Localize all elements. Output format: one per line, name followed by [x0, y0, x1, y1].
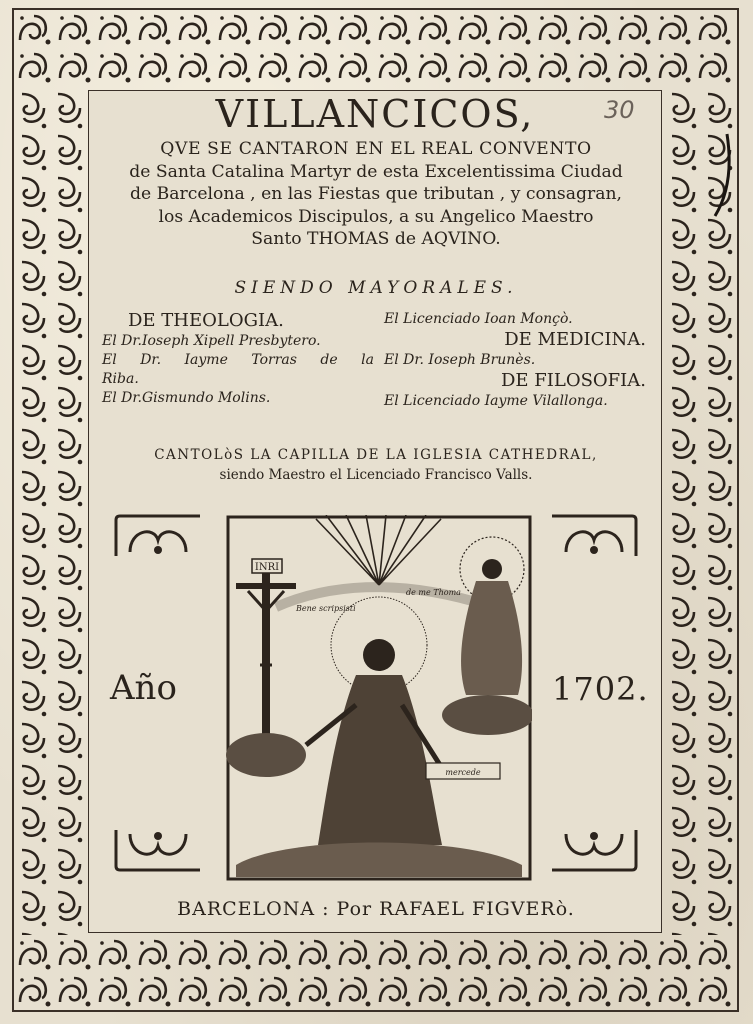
top-ornament-band	[14, 10, 737, 88]
left-ornament-band	[14, 88, 86, 935]
person-line: El Dr.Ioseph Xipell Presbytero.	[102, 333, 321, 349]
subtitle-line: los Academicos Discipulos, a su Angelico Maestro	[158, 206, 594, 227]
ornament-icon	[548, 826, 640, 874]
person-line: El Licenciado Iayme Vilallonga.	[384, 393, 608, 409]
philosophy-heading: DE FILOSOFIA.	[500, 370, 646, 391]
left-column	[102, 310, 374, 408]
subtitle-block	[96, 138, 656, 251]
chapel-line: siendo Maestro el Licenciado Francisco Valls.	[219, 467, 533, 483]
banner-text: mercede	[445, 768, 481, 777]
banner-text: de me Thoma	[406, 588, 461, 597]
chapel-credit	[96, 445, 656, 485]
page-number: 30	[604, 96, 635, 124]
subtitle-line: de Santa Catalina Martyr de esta Excelentissima Ciudad	[129, 161, 623, 182]
inri-plaque: INRI	[254, 562, 280, 573]
subtitle-line: Santo THOMAS de AQVINO.	[251, 229, 501, 249]
person-line: El Dr. Ioseph Brunès.	[384, 352, 536, 368]
crucifix-icon	[226, 559, 306, 777]
pencil-mark-icon	[705, 130, 735, 220]
bottom-ornament-band	[14, 935, 737, 1010]
subtitle-line: de Barcelona , en las Fiestas que tributan , y consagran,	[130, 184, 622, 204]
year-label: 1702.	[552, 670, 649, 708]
ornament-icon	[548, 512, 640, 560]
banner-text: Bene scripsisti	[296, 604, 356, 613]
right-column	[384, 310, 652, 411]
theology-heading: DE THEOLOGIA.	[128, 310, 284, 331]
section-heading: SIENDO MAYORALES.	[234, 278, 518, 298]
medicine-heading: DE MEDICINA.	[504, 329, 646, 350]
ornament-icon	[112, 826, 204, 874]
sun-rays-icon	[316, 515, 441, 585]
subtitle-line: QVE SE CANTARON EN EL REAL CONVENTO	[160, 139, 592, 159]
chapel-line: CANTOLòS LA CAPILLA DE LA IGLESIA CATHEDRAL,	[154, 447, 598, 463]
imprint-line: BARCELONA : Por RAFAEL FIGVERò.	[177, 898, 575, 920]
person-line: El Dr. Iayme Torras de la	[102, 352, 374, 368]
person-line: El Dr.Gismundo Molins.	[102, 390, 271, 406]
ano-label: Año	[110, 668, 177, 708]
madonna-figure-icon	[442, 537, 532, 735]
woodcut-illustration	[226, 515, 532, 881]
person-line: El Licenciado Ioan Monçò.	[384, 311, 573, 327]
person-line: Riba.	[102, 371, 139, 387]
ornament-icon	[112, 512, 204, 560]
page-title: VILLANCICOS,	[215, 92, 535, 136]
